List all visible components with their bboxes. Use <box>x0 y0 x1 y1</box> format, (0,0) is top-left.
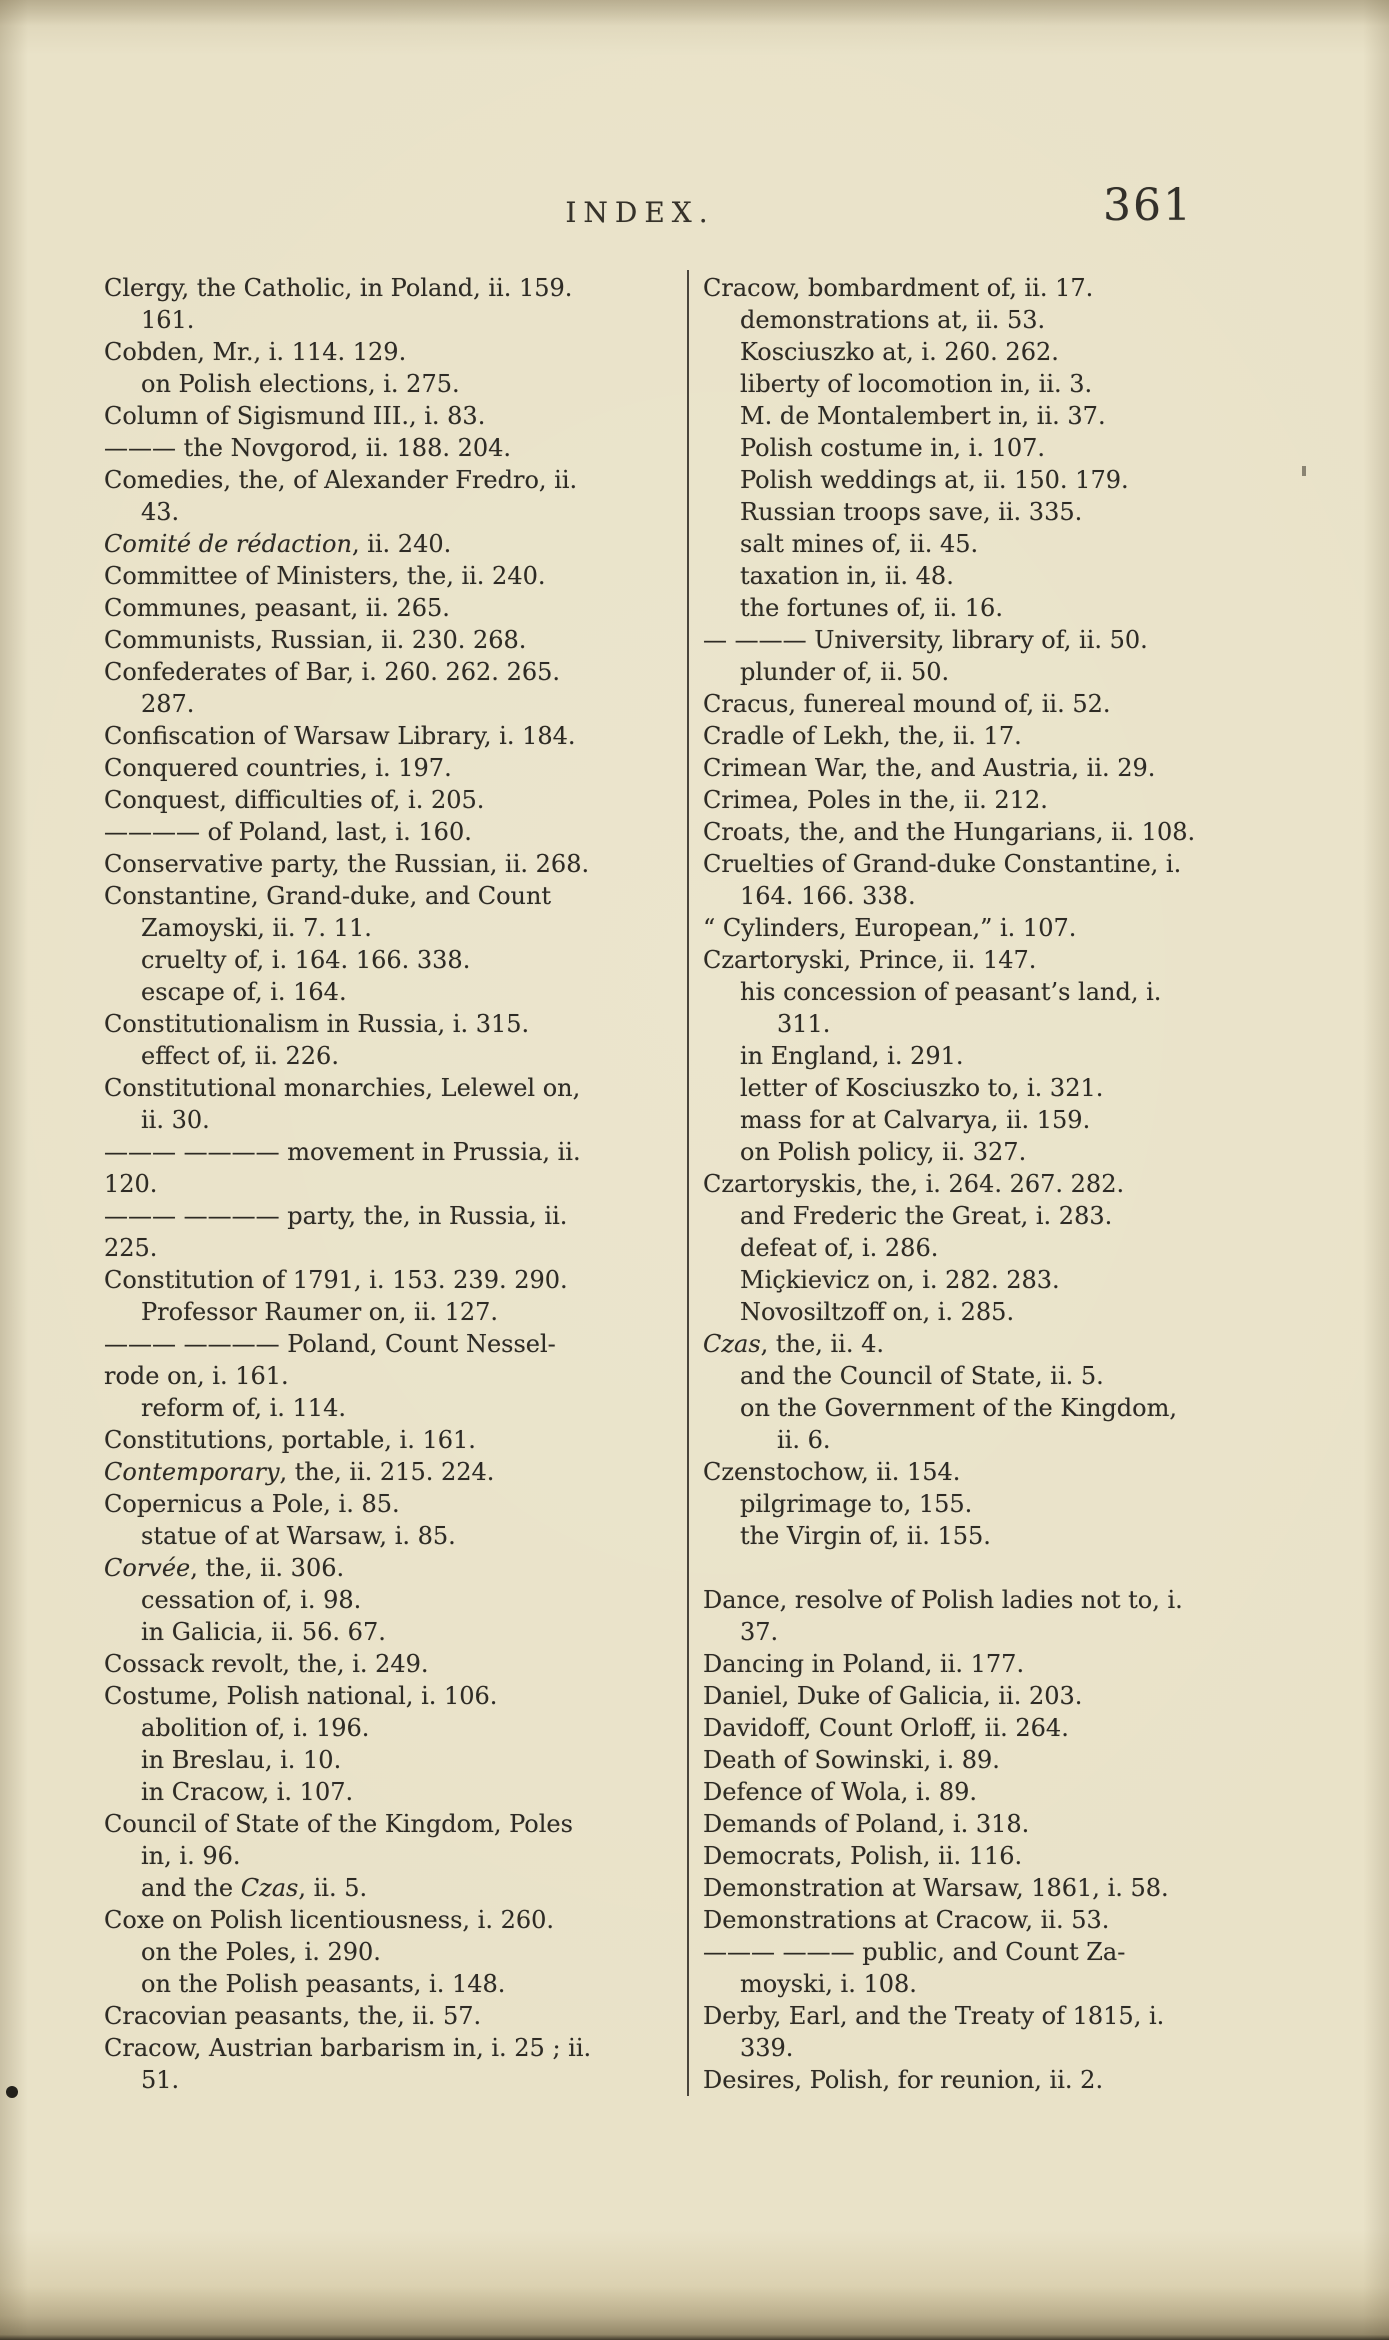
index-line: on Polish elections, i. 275. <box>141 370 460 398</box>
index-line: his concession of peasant’s land, i. <box>740 978 1162 1006</box>
index-line: Crimean War, the, and Austria, ii. 29. <box>703 754 1156 782</box>
index-line: 225. <box>104 1234 158 1262</box>
index-line: on the Polish peasants, i. 148. <box>141 1970 506 1998</box>
index-line: Committee of Ministers, the, ii. 240. <box>104 562 546 590</box>
index-line: Constantine, Grand-duke, and Count <box>104 882 552 910</box>
index-line: 164. 166. 338. <box>740 882 916 910</box>
index-line: Dance, resolve of Polish ladies not to, i. <box>703 1586 1183 1614</box>
index-line: moyski, i. 108. <box>740 1970 917 1998</box>
index-line: and the Council of State, ii. 5. <box>740 1362 1104 1390</box>
index-line: and Frederic the Great, i. 283. <box>740 1202 1113 1230</box>
scan-artifact-mark <box>1302 466 1306 476</box>
index-line: the Virgin of, ii. 155. <box>740 1522 991 1550</box>
index-line: on Polish policy, ii. 327. <box>740 1138 1027 1166</box>
index-line: ii. 30. <box>141 1106 210 1134</box>
index-line: Czas, the, ii. 4. <box>703 1330 884 1358</box>
index-line: Council of State of the Kingdom, Poles <box>104 1810 573 1838</box>
index-line: Kosciuszko at, i. 260. 262. <box>740 338 1059 366</box>
index-line: ——— ——— public, and Count Za- <box>703 1938 1126 1966</box>
index-line: Polish weddings at, ii. 150. 179. <box>740 466 1129 494</box>
page-edge-shadow-right <box>1363 0 1389 2340</box>
index-line: Constitutionalism in Russia, i. 315. <box>104 1010 530 1038</box>
index-line: 43. <box>141 498 180 526</box>
index-line: Dancing in Poland, ii. 177. <box>703 1650 1025 1678</box>
index-line: Costume, Polish national, i. 106. <box>104 1682 498 1710</box>
index-line: Cobden, Mr., i. 114. 129. <box>104 338 407 366</box>
index-line: letter of Kosciuszko to, i. 321. <box>740 1074 1104 1102</box>
index-line: Democrats, Polish, ii. 116. <box>703 1842 1023 1870</box>
index-line: Czenstochow, ii. 154. <box>703 1458 961 1486</box>
index-line: Communists, Russian, ii. 230. 268. <box>104 626 527 654</box>
index-line: Miçkievicz on, i. 282. 283. <box>740 1266 1060 1294</box>
index-line: cessation of, i. 98. <box>141 1586 362 1614</box>
index-line: and the Czas, ii. 5. <box>141 1874 368 1902</box>
index-line: Davidoff, Count Orloff, ii. 264. <box>703 1714 1069 1742</box>
index-line: ———— of Poland, last, i. 160. <box>104 818 472 846</box>
index-line: Communes, peasant, ii. 265. <box>104 594 450 622</box>
ink-speck <box>6 2086 18 2098</box>
index-line: Cracus, funereal mound of, ii. 52. <box>703 690 1111 718</box>
index-line: liberty of locomotion in, ii. 3. <box>740 370 1093 398</box>
italic-text: Corvée <box>104 1554 191 1582</box>
index-line: mass for at Calvarya, ii. 159. <box>740 1106 1091 1134</box>
index-line: on the Government of the Kingdom, <box>740 1394 1177 1422</box>
index-line: ——— ———— movement in Prussia, ii. <box>104 1138 581 1166</box>
italic-text: Contemporary <box>104 1458 280 1486</box>
index-line: Czartoryskis, the, i. 264. 267. 282. <box>703 1170 1125 1198</box>
index-line: Russian troops save, ii. 335. <box>740 498 1083 526</box>
index-line: Column of Sigismund III., i. 83. <box>104 402 486 430</box>
page-header-title: INDEX. <box>565 196 715 229</box>
index-line: ——— ———— party, the, in Russia, ii. <box>104 1202 568 1230</box>
page-edge-shadow-top <box>0 0 1389 26</box>
index-line: in England, i. 291. <box>740 1042 964 1070</box>
index-line: in Breslau, i. 10. <box>141 1746 342 1774</box>
index-line: Daniel, Duke of Galicia, ii. 203. <box>703 1682 1083 1710</box>
index-line: Cracow, Austrian barbarism in, i. 25 ; ii. <box>104 2034 592 2062</box>
index-line: Polish costume in, i. 107. <box>740 434 1046 462</box>
index-line: statue of at Warsaw, i. 85. <box>141 1522 456 1550</box>
index-line: Desires, Polish, for reunion, ii. 2. <box>703 2066 1104 2094</box>
index-line: 120. <box>104 1170 158 1198</box>
index-line: Professor Raumer on, ii. 127. <box>141 1298 498 1326</box>
index-line: Clergy, the Catholic, in Poland, ii. 159. <box>104 274 573 302</box>
index-line: rode on, i. 161. <box>104 1362 289 1390</box>
index-line: defeat of, i. 286. <box>740 1234 939 1262</box>
index-column-right <box>703 272 1309 2096</box>
index-line: Conquered countries, i. 197. <box>104 754 452 782</box>
index-line: Death of Sowinski, i. 89. <box>703 1746 1000 1774</box>
index-line: Czartoryski, Prince, ii. 147. <box>703 946 1037 974</box>
index-line: Confiscation of Warsaw Library, i. 184. <box>104 722 576 750</box>
index-line: Constitutional monarchies, Lelewel on, <box>104 1074 581 1102</box>
blank-line <box>703 1552 1309 1584</box>
index-line: 287. <box>141 690 195 718</box>
page-edge-shadow-bottom <box>0 2286 1389 2340</box>
index-line: Crimea, Poles in the, ii. 212. <box>703 786 1048 814</box>
index-line: in Cracow, i. 107. <box>141 1778 354 1806</box>
index-line: Demands of Poland, i. 318. <box>703 1810 1030 1838</box>
index-line: escape of, i. 164. <box>141 978 347 1006</box>
index-line: 37. <box>740 1618 779 1646</box>
index-line: Cracow, bombardment of, ii. 17. <box>703 274 1094 302</box>
index-line: demonstrations at, ii. 53. <box>740 306 1046 334</box>
index-line: 51. <box>141 2066 180 2094</box>
index-line: on the Poles, i. 290. <box>141 1938 381 1966</box>
index-line: Zamoyski, ii. 7. 11. <box>141 914 372 942</box>
index-line: Copernicus a Pole, i. 85. <box>104 1490 400 1518</box>
italic-text: Comité de rédaction <box>104 530 352 558</box>
index-line: Comedies, the, of Alexander Fredro, ii. <box>104 466 578 494</box>
column-divider-rule <box>687 270 689 2096</box>
index-line: “ Cylinders, European,” i. 107. <box>703 914 1077 942</box>
index-line: Defence of Wola, i. 89. <box>703 1778 978 1806</box>
index-line: M. de Montalembert in, ii. 37. <box>740 402 1106 430</box>
index-line: Cruelties of Grand-duke Constantine, i. <box>703 850 1182 878</box>
index-line: 311. <box>777 1010 831 1038</box>
index-line: Derby, Earl, and the Treaty of 1815, i. <box>703 2002 1165 2030</box>
index-line: pilgrimage to, 155. <box>740 1490 973 1518</box>
index-line: Coxe on Polish licentiousness, i. 260. <box>104 1906 555 1934</box>
index-line: 161. <box>141 306 195 334</box>
italic-text: Czas <box>703 1330 761 1358</box>
index-line: salt mines of, ii. 45. <box>740 530 979 558</box>
index-line: Comité de rédaction, ii. 240. <box>104 530 452 558</box>
index-line: ——— ———— Poland, Count Nessel- <box>104 1330 556 1358</box>
index-line: ii. 6. <box>777 1426 831 1454</box>
index-line: Constitution of 1791, i. 153. 239. 290. <box>104 1266 568 1294</box>
index-line: Contemporary, the, ii. 215. 224. <box>104 1458 495 1486</box>
index-line: Conservative party, the Russian, ii. 268. <box>104 850 590 878</box>
index-line: cruelty of, i. 164. 166. 338. <box>141 946 471 974</box>
index-line: Corvée, the, ii. 306. <box>104 1554 345 1582</box>
index-column-left <box>104 272 682 2096</box>
index-line: Novosiltzoff on, i. 285. <box>740 1298 1015 1326</box>
index-line: taxation in, ii. 48. <box>740 562 954 590</box>
page-edge-shadow-left <box>0 0 28 2340</box>
index-line: Demonstration at Warsaw, 1861, i. 58. <box>703 1874 1169 1902</box>
index-line: Constitutions, portable, i. 161. <box>104 1426 476 1454</box>
index-line: plunder of, ii. 50. <box>740 658 950 686</box>
index-line: ——— the Novgorod, ii. 188. 204. <box>104 434 512 462</box>
index-line: abolition of, i. 196. <box>141 1714 370 1742</box>
index-line: Cossack revolt, the, i. 249. <box>104 1650 429 1678</box>
index-line: Cracovian peasants, the, ii. 57. <box>104 2002 482 2030</box>
index-line: reform of, i. 114. <box>141 1394 346 1422</box>
index-line: — ——— University, library of, ii. 50. <box>703 626 1148 654</box>
index-line: in Galicia, ii. 56. 67. <box>141 1618 386 1646</box>
index-line: Cradle of Lekh, the, ii. 17. <box>703 722 1022 750</box>
index-line: Demonstrations at Cracow, ii. 53. <box>703 1906 1110 1934</box>
italic-text: Czas <box>240 1874 299 1902</box>
index-line: 339. <box>740 2034 794 2062</box>
index-line: Croats, the, and the Hungarians, ii. 108. <box>703 818 1196 846</box>
index-line: in, i. 96. <box>141 1842 241 1870</box>
index-line: Confederates of Bar, i. 260. 262. 265. <box>104 658 560 686</box>
index-line: Conquest, difficulties of, i. 205. <box>104 786 485 814</box>
index-line: effect of, ii. 226. <box>141 1042 339 1070</box>
page-number: 361 <box>1103 180 1193 231</box>
index-line: the fortunes of, ii. 16. <box>740 594 1003 622</box>
